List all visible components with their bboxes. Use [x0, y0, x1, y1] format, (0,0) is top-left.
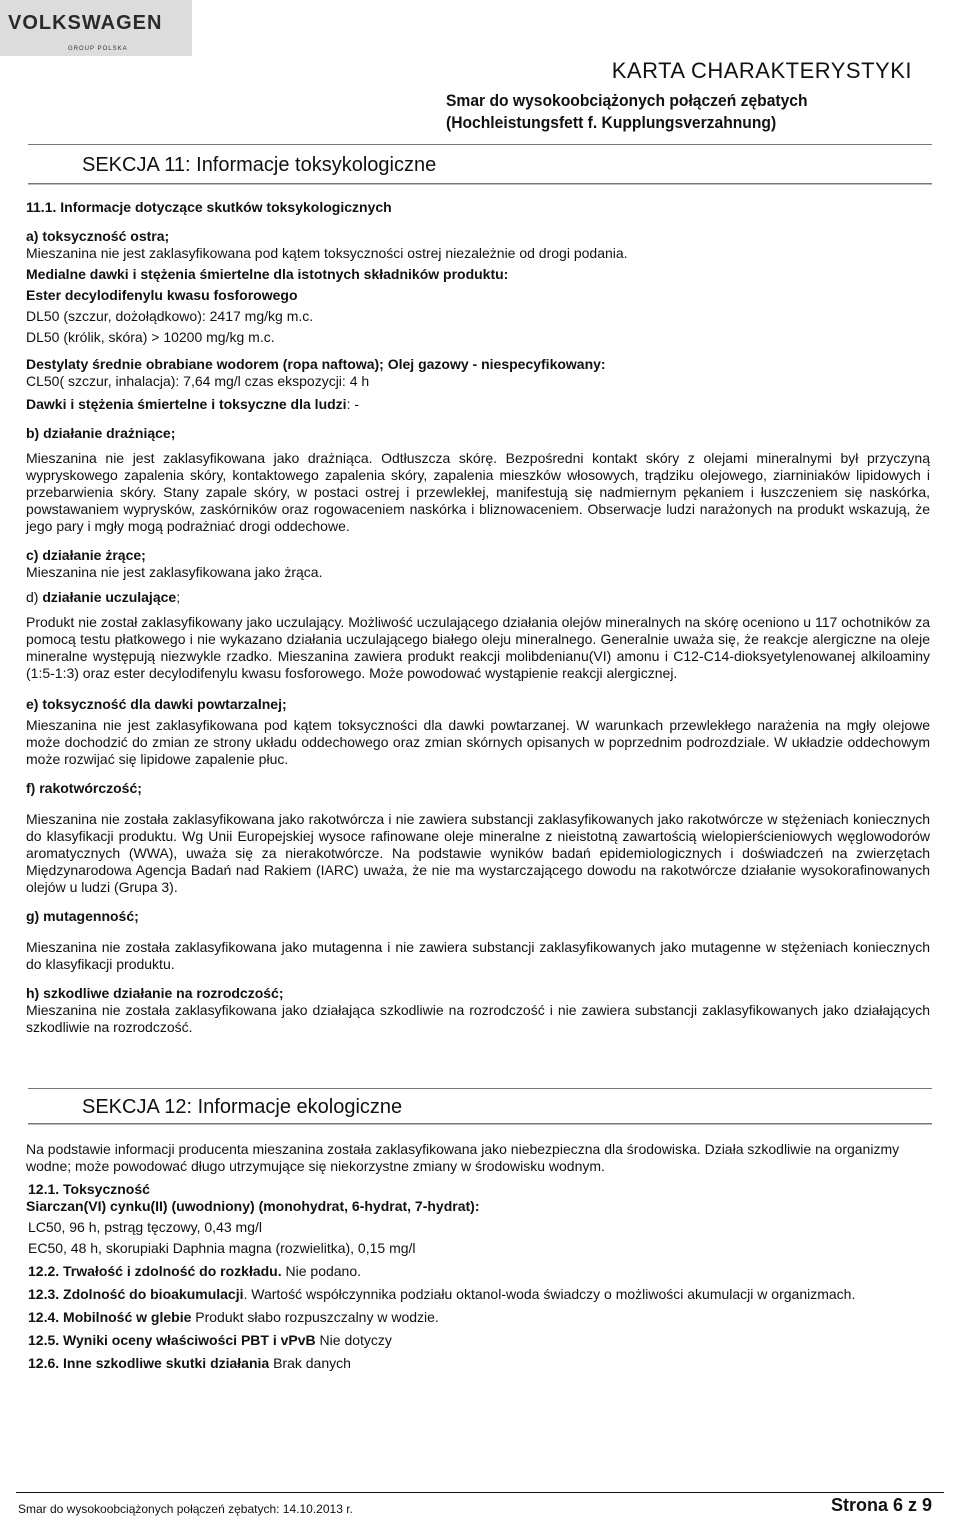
reproductive-toxicity-text: Mieszanina nie została zaklasyfikowana jako działająca szkodliwie na rozrodczość i nie zawiera substancji zaklasyfikowanych jako działających szkodliwie na rozrodczość. — [26, 1002, 930, 1035]
logo-text: VOLKSWAGEN — [8, 12, 163, 34]
sensitisation-suffix: ; — [176, 589, 181, 605]
document-type-title: KARTA CHARAKTERYSTYKI — [611, 58, 912, 83]
section-11-bottom-rule — [28, 183, 932, 184]
pbt-text: Nie dotyczy — [315, 1332, 392, 1348]
page-number: Strona 6 z 9 — [830, 1495, 932, 1515]
mobility-12-4 — [26, 1309, 930, 1326]
product-name — [446, 90, 808, 134]
sensitisation-heading: działanie uczulające — [42, 589, 177, 605]
logo-subtext: GROUP POLSKA — [68, 46, 128, 52]
acute-toxicity-text: Mieszanina nie jest zaklasyfikowana pod kątem toksyczności ostrej niezależnie od drogi podania. — [26, 245, 628, 261]
irritation-heading: b) działanie drażniące; — [26, 425, 176, 441]
product-name-line2: (Hochleistungsfett f. Kupplungsverzahnung) — [446, 113, 777, 132]
human-dose-value: : - — [346, 396, 360, 412]
ec50-daphnia: EC50, 48 h, skorupiaki Daphnia magna (rozwielitka), 0,15 mg/l — [28, 1240, 416, 1256]
corrosion-text: Mieszanina nie jest zaklasyfikowana jako żrąca. — [26, 564, 323, 580]
dl50-rat: DL50 (szczur, dożołądkowo): 2417 mg/kg m.c. — [26, 308, 314, 324]
toxicity-12-1: 12.1. Toksyczność — [28, 1181, 150, 1197]
eco-intro: Na podstawie informacji producenta mieszanina została zaklasyfikowana jako niebezpieczna dla środowiska. Działa szkodliwie na organizmy wodne; może powodować długo utrzymujące się niekorzystne zmiany w środowisku wodnym. — [26, 1141, 900, 1174]
human-dose-label: Dawki i stężenia śmiertelne i toksyczne dla ludzi — [26, 396, 347, 412]
other-effects-label: 12.6. Inne szkodliwe skutki działania — [28, 1355, 270, 1371]
mutagenicity-text: Mieszanina nie została zaklasyfikowana jako mutagenna i nie zawiera substancji zaklasyfikowanych jako mutagenne w stężeniach koniecznych do klasyfikacji produktu. — [26, 939, 930, 972]
subsection-11-1: 11.1. Informacje dotyczące skutków toksykologicznych — [26, 199, 392, 215]
mobility-text: Produkt słabo rozpuszczalny w wodzie. — [191, 1309, 439, 1325]
mobility-label: 12.4. Mobilność w glebie — [28, 1309, 192, 1325]
section-11-content — [26, 199, 930, 1036]
footer-product-date: Smar do wysokoobciążonych połączeń zębatych: 14.10.2013 r. — [18, 1502, 353, 1516]
other-effects-text: Brak danych — [269, 1355, 351, 1371]
human-dose-line — [26, 396, 930, 413]
pbt-12-5 — [26, 1332, 930, 1349]
bioaccumulation-text: . Wartość współczynnika podziału oktanol-woda świadczy o możliwości akumulacji w organizmach. — [243, 1286, 856, 1302]
distillates-heading: Destylaty średnie obrabiane wodorem (ropa naftowa); Olej gazowy - niespecyfikowany: — [26, 356, 606, 372]
cl50-rat: CL50( szczur, inhalacja): 7,64 mg/l czas ekspozycji: 4 h — [26, 373, 370, 389]
bioaccumulation-12-3 — [26, 1286, 930, 1303]
section-12-bottom-rule — [28, 1123, 932, 1124]
persistence-12-2 — [26, 1263, 930, 1280]
zinc-sulfate: Siarczan(VI) cynku(II) (uwodniony) (monohydrat, 6-hydrat, 7-hydrat): — [26, 1198, 480, 1214]
section-11-title: SEKCJA 11: Informacje toksykologiczne — [82, 154, 437, 176]
mutagenicity-heading: g) mutagenność; — [26, 908, 139, 924]
section-12-content — [26, 1141, 930, 1372]
product-name-line1: Smar do wysokoobciążonych połączeń zębatych — [446, 91, 808, 110]
bioaccumulation-label: 12.3. Zdolność do bioakumulacji — [28, 1286, 244, 1302]
lc50-trout: LC50, 96 h, pstrąg tęczowy, 0,43 mg/l — [28, 1219, 262, 1235]
irritation-text: Mieszanina nie jest zaklasyfikowana jako drażniąca. Odtłuszcza skórę. Bezpośredni kontakt skóry z olejami mineralnymi był przyczyną wypryskowego zapalenia skóry, kontaktowego zapalenia skóry, zapalenia mieszków włosowych, trądziku olejowego, ziarniniaków lipidowych i przebarwienia skóry. Stany zapale skóry, w postaci ostrej i przewlekłej, manifestują się nadmiernym pękaniem i łuszczeniem się naskórka, powstawaniem wyprysków, zaskórników oraz rogowaceniem naskórka i bliznowaceniem. Obserwacje ludzi narażonych na produkt wskazują, że jego pary i mgły mogą podrażniać drogi oddechowe. — [26, 450, 930, 534]
carcinogenicity-heading: f) rakotwórczość; — [26, 780, 142, 796]
ester-name: Ester decylodifenylu kwasu fosforowego — [26, 287, 298, 303]
pbt-label: 12.5. Wyniki oceny właściwości PBT i vPvB — [28, 1332, 316, 1348]
repeated-dose-heading: e) toksyczność dla dawki powtarzalnej; — [26, 696, 287, 712]
corrosion-heading: c) działanie żrące; — [26, 547, 146, 563]
company-logo — [0, 0, 192, 56]
section-12-top-rule — [28, 1088, 932, 1089]
sensitisation-prefix: d) — [26, 589, 43, 605]
sensitisation-text: Produkt nie został zaklasyfikowany jako uczulający. Możliwość uczulającego działania olejów mineralnych na skórę oceniono u 117 ochotników za pomocą testu płatkowego i nie wykazano działania uczulającego białego oleju mineralnego. Generalnie uważa się, że reakcje alergiczne na oleje mineralne występują niezwykle rzadko. Mieszanina zawiera produkt reakcji molibdenianu(VI) amonu i C12-C14-dioksyetylenowanej alkiloaminy (1:5-1:3) oraz ester decylodifenylu kwasu fosforowego. Może powodować wystąpienie reakcji alergicznej. — [26, 614, 930, 681]
dl50-rabbit: DL50 (królik, skóra) > 10200 mg/kg m.c. — [26, 329, 275, 345]
persistence-text: Nie podano. — [281, 1263, 362, 1279]
footer-rule — [16, 1492, 944, 1493]
repeated-dose-text: Mieszanina nie jest zaklasyfikowana pod kątem toksyczności dla dawki powtarzanej. W warunkach przewlekłego narażenia na mgły olejowe może dochodzić do zmian ze strony układu oddechowego oraz zmian skórnych opisanych w poprzednim podrozdziale. W układzie oddechowym może rozwijać się lipidowe zapalenie płuc. — [26, 717, 930, 767]
carcinogenicity-text: Mieszanina nie została zaklasyfikowana jako rakotwórcza i nie zawiera substancji zaklasyfikowanych jako rakotwórcze w stężeniach koniecznych do klasyfikacji produktu. Wg Unii Europejskiej wysoce rafinowane oleje mineralne z nieistotną zawartością wielopierścieniowych węglowodorów aromatycznych (WWA), uważa się za nierakotwórcze. Na podstawie wyników badań epidemiologicznych i doświadczeń na zwierzętach Międzynarodowa Agencja Badań nad Rakiem (IARC) uważa, że nie ma wystarczającego dowodu na rakotwórcze działanie wysokorafinowanych olejów u ludzi (Grupa 3). — [26, 811, 930, 895]
section-12-title: SEKCJA 12: Informacje ekologiczne — [82, 1096, 403, 1118]
other-effects-12-6 — [26, 1355, 930, 1372]
persistence-label: 12.2. Trwałość i zdolność do rozkładu. — [28, 1263, 282, 1279]
section-11-top-rule — [28, 144, 932, 145]
sensitisation-heading-line — [26, 589, 930, 606]
acute-toxicity-heading: a) toksyczność ostra; — [26, 228, 170, 244]
lethal-dose-heading: Medialne dawki i stężenia śmiertelne dla istotnych składników produktu: — [26, 266, 509, 282]
reproductive-toxicity-heading: h) szkodliwe działanie na rozrodczość; — [26, 985, 284, 1001]
